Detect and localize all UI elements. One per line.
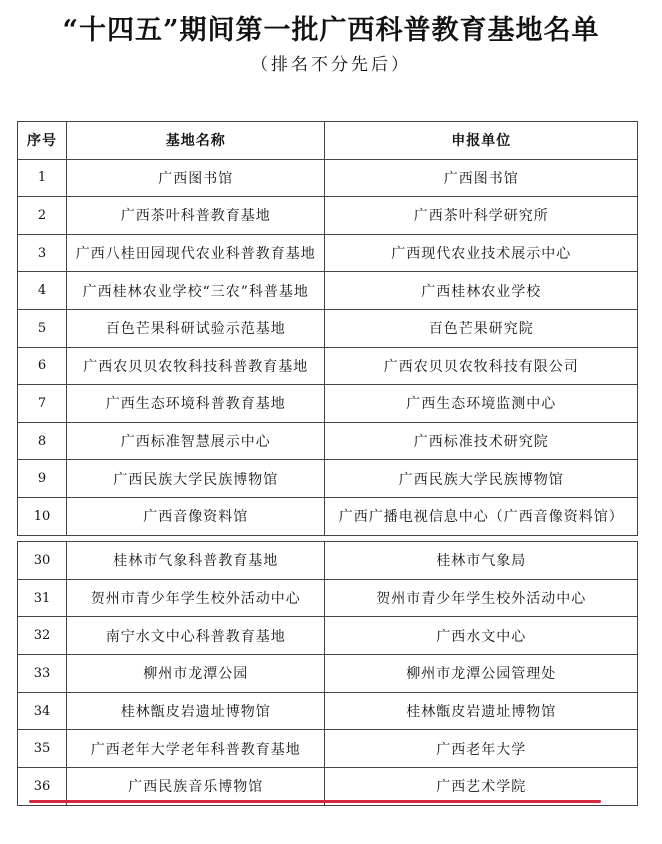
row-base-name: 桂林甑皮岩遗址博物馆 — [67, 692, 325, 730]
table-row — [18, 385, 638, 423]
table-row — [18, 497, 638, 535]
row-base-name: 广西农贝贝农牧科技科普教育基地 — [67, 347, 325, 385]
row-applicant: 广西艺术学院 — [325, 768, 638, 806]
header-applicant: 申报单位 — [325, 122, 638, 160]
table-row — [18, 234, 638, 272]
row-index: 34 — [18, 692, 67, 730]
row-index: 5 — [18, 309, 67, 347]
row-index: 32 — [18, 617, 67, 655]
row-index: 9 — [18, 460, 67, 498]
row-index: 31 — [18, 579, 67, 617]
row-applicant: 广西标准技术研究院 — [325, 422, 638, 460]
row-index: 4 — [18, 272, 67, 310]
row-applicant: 广西水文中心 — [325, 617, 638, 655]
row-applicant: 桂林甑皮岩遗址博物馆 — [325, 692, 638, 730]
row-index: 6 — [18, 347, 67, 385]
row-index: 35 — [18, 730, 67, 768]
row-index: 3 — [18, 234, 67, 272]
row-base-name: 广西茶叶科普教育基地 — [67, 197, 325, 235]
row-applicant: 广西图书馆 — [325, 159, 638, 197]
header-base-name: 基地名称 — [67, 122, 325, 160]
row-base-name: 广西音像资料馆 — [67, 497, 325, 535]
row-applicant: 广西农贝贝农牧科技有限公司 — [325, 347, 638, 385]
row-base-name: 柳州市龙潭公园 — [67, 655, 325, 693]
document-subtitle: （排名不分先后） — [251, 55, 411, 75]
row-base-name: 广西民族大学民族博物馆 — [67, 460, 325, 498]
row-applicant: 百色芒果研究院 — [325, 309, 638, 347]
row-applicant: 广西桂林农业学校 — [325, 272, 638, 310]
row-applicant: 广西民族大学民族博物馆 — [325, 460, 638, 498]
row-base-name: 广西老年大学老年科普教育基地 — [67, 730, 325, 768]
table-row — [18, 655, 638, 693]
document-title: “十四五”期间第一批广西科普教育基地名单 — [62, 15, 600, 46]
row-applicant: 广西茶叶科学研究所 — [325, 197, 638, 235]
table-row — [18, 460, 638, 498]
row-index: 36 — [18, 768, 67, 806]
row-index: 33 — [18, 655, 67, 693]
table-row — [18, 422, 638, 460]
row-index: 1 — [18, 159, 67, 197]
row-index: 8 — [18, 422, 67, 460]
row-index: 2 — [18, 197, 67, 235]
base-list-table-part2 — [17, 541, 638, 806]
row-base-name: 桂林市气象科普教育基地 — [67, 542, 325, 580]
row-applicant: 柳州市龙潭公园管理处 — [325, 655, 638, 693]
header-index: 序号 — [18, 122, 67, 160]
row-applicant: 桂林市气象局 — [325, 542, 638, 580]
row-base-name: 广西生态环境科普教育基地 — [67, 385, 325, 423]
row-index: 7 — [18, 385, 67, 423]
table-row — [18, 579, 638, 617]
row-index: 30 — [18, 542, 67, 580]
row-base-name: 南宁水文中心科普教育基地 — [67, 617, 325, 655]
row-base-name: 广西八桂田园现代农业科普教育基地 — [67, 234, 325, 272]
table-header-row — [18, 122, 638, 160]
row-applicant: 广西老年大学 — [325, 730, 638, 768]
table-row — [18, 692, 638, 730]
table-row — [18, 617, 638, 655]
row-base-name: 广西图书馆 — [67, 159, 325, 197]
row-applicant: 广西现代农业技术展示中心 — [325, 234, 638, 272]
table-row — [18, 159, 638, 197]
table-row — [18, 730, 638, 768]
table-row — [18, 347, 638, 385]
table-row — [18, 309, 638, 347]
table-row — [18, 272, 638, 310]
row-index: 10 — [18, 497, 67, 535]
red-highlight-underline — [29, 800, 601, 803]
table-row — [18, 197, 638, 235]
row-base-name: 广西标准智慧展示中心 — [67, 422, 325, 460]
base-list-table-part1 — [17, 121, 638, 536]
row-base-name: 贺州市青少年学生校外活动中心 — [67, 579, 325, 617]
row-base-name: 广西桂林农业学校“三农”科普基地 — [67, 272, 325, 310]
row-applicant: 贺州市青少年学生校外活动中心 — [325, 579, 638, 617]
row-applicant: 广西生态环境监测中心 — [325, 385, 638, 423]
row-applicant: 广西广播电视信息中心（广西音像资料馆） — [325, 497, 638, 535]
row-base-name: 百色芒果科研试验示范基地 — [67, 309, 325, 347]
table-row — [18, 542, 638, 580]
row-base-name: 广西民族音乐博物馆 — [67, 768, 325, 806]
